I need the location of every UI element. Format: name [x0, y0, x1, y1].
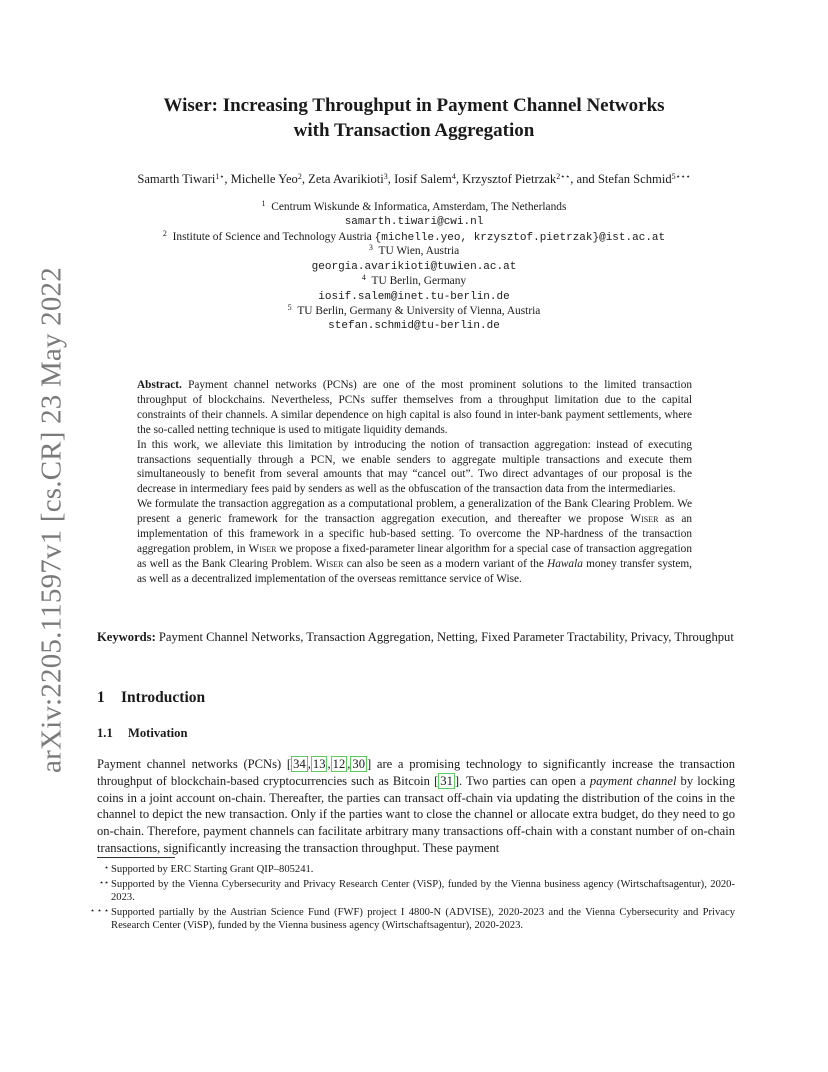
author-sup: 2⋆⋆	[556, 172, 571, 181]
keywords-text: Payment Channel Networks, Transaction Aggregation, Netting, Fixed Parameter Tractability, Privacy, Throughput	[158, 630, 734, 644]
keywords-label: Keywords:	[97, 630, 156, 644]
author-sup: 1⋆	[215, 172, 225, 181]
citation-link[interactable]: 12	[332, 757, 346, 771]
abstract-text: Payment channel networks (PCNs) are one of the most prominent solutions to the limited transaction throughput of blockchains. Nevertheless, PCNs suffer themselves from a throughput limitation due to the capital constraints of their channels. A similar dependence on high capital is also found in inter-bank payment settlements, where the so-called netting technique is used to mitigate liquidity demands.	[137, 379, 692, 436]
affiliation-number: 2	[162, 229, 167, 238]
author-sup: 4	[451, 172, 456, 181]
subsection-number: 1.1	[97, 726, 113, 740]
title-line-1: Wiser: Increasing Throughput in Payment Channel Networks	[163, 95, 665, 116]
abstract	[137, 378, 692, 587]
citation-link[interactable]: 13	[312, 757, 326, 771]
abstract-text: We formulate the transaction aggregation as a computational problem, a generalization of the Bank Clearing Problem. We present a generic framework for the transaction aggregation execution, and thereafter we propose	[137, 498, 692, 526]
author-sup: 5⋆⋆⋆	[671, 172, 691, 181]
affiliation-5	[60, 304, 768, 318]
affiliation-number: 5	[287, 303, 292, 312]
footnote-mark: ⋆⋆	[98, 877, 109, 887]
abstract-paragraph-2: In this work, we alleviate this limitation by introducing the notion of transaction aggregation: instead of executing transactions sequentially through a PCN, we enable senders to aggregate multiple transactions and execute them simultaneously to benefit from several amounts that may “cancel out”. Two direct advantages of our proposal is the decrease in intermediary fees paid by senders as well as the obfuscation of the transaction data from the intermediaries.	[137, 438, 692, 496]
footnote	[97, 863, 735, 877]
subsection-title: Motivation	[128, 726, 188, 740]
affiliation-4	[60, 274, 768, 288]
affiliation-2	[60, 230, 768, 245]
abstract-label: Abstract.	[137, 379, 182, 391]
affiliation-text: Centrum Wiskunde & Informatica, Amsterdam, The Netherlands	[271, 201, 567, 213]
affiliation-1	[60, 200, 768, 214]
body-text-run: ] are a promising technology to significantly increase the transaction throughput of blockchain-based cryptocurrencies such as Bitcoin [	[97, 757, 735, 788]
author-name: , Krzysztof Pietrzak	[455, 172, 557, 186]
footnote-text: Supported partially by the Austrian Science Fund (FWF) project I 4800-N (ADVISE), 2020-2023 and the Vienna Cybersecurity and Privacy Research Center (ViSP), funded by the Vienna business agency (Wirtschaftsagentur), 2020-2023.	[111, 906, 735, 931]
affiliation-text: Institute of Science and Technology Austria	[172, 231, 372, 243]
affiliation-2-email[interactable]: {michelle.yeo, krzysztof.pietrzak}@ist.ac.at	[374, 232, 666, 244]
footnote	[97, 878, 735, 905]
affiliation-text: TU Berlin, Germany & University of Vienna, Austria	[297, 305, 541, 317]
affiliation-3	[60, 244, 768, 258]
affiliation-4-email[interactable]: iosif.salem@inet.tu-berlin.de	[318, 291, 510, 303]
abstract-text: we propose a fixed-parameter linear algorithm for a special case of transaction aggregation as well as the Bank Clearing Problem.	[137, 542, 692, 570]
abstract-paragraph-3	[137, 497, 692, 586]
citation-link[interactable]: 30	[352, 757, 365, 771]
emphasis-term: payment channel	[589, 773, 677, 788]
affiliation-text: TU Wien, Austria	[378, 245, 460, 257]
wiser-name: Wiser	[630, 513, 659, 526]
abstract-text: money transfer system, as well as a decentralized implementation of the overseas remittance service of Wise.	[137, 557, 692, 585]
author-name: , Iosif Salem	[387, 172, 452, 186]
author-sup: 2	[297, 172, 302, 181]
footnote	[89, 905, 735, 933]
section-number: 1	[97, 689, 105, 706]
body-text-run: Payment channel networks (PCNs) [	[97, 757, 292, 771]
abstract-paragraph-1	[137, 378, 692, 438]
affiliation-number: 3	[368, 243, 373, 252]
body-text-run: by locking coins in a joint account on-chain. Thereafter, the parties can transact off-chain via updating the distribution of the coins in the channel to depict the new transaction. Only if the parties want to close the channel or allocate extra budget, do they need to go on-chain. Therefore, payment channels can facilitate arbitrary many transactions off-chain with a constant number of on-chain transactions, significantly increasing the transaction throughput. These payment	[97, 773, 735, 855]
footnote-mark: ⋆	[103, 863, 109, 872]
hawala-term: Hawala	[547, 557, 583, 570]
footnote-text: Supported by ERC Starting Grant QIP–805241.	[111, 864, 314, 875]
author-name: , Zeta Avarikioti	[301, 172, 384, 186]
paper-title	[100, 93, 728, 143]
author-list	[60, 171, 768, 187]
footnotes	[89, 863, 735, 934]
body-text	[97, 756, 735, 857]
author-name: Samarth Tiwari	[137, 172, 216, 186]
affiliation-5-email[interactable]: stefan.schmid@tu-berlin.de	[328, 320, 500, 332]
affiliation-number: 4	[361, 273, 366, 282]
title-line-2: with Transaction Aggregation	[293, 120, 535, 141]
affiliation-1-email[interactable]: samarth.tiwari@cwi.nl	[344, 216, 484, 228]
affiliation-text: TU Berlin, Germany	[371, 275, 467, 287]
footnote-text: Supported by the Vienna Cybersecurity and Privacy Research Center (ViSP), funded by the Vienna business agency (Wirtschaftsagentur), 2020-2023.	[111, 878, 735, 903]
wiser-name: Wiser	[248, 542, 277, 555]
subsection-heading	[97, 726, 187, 741]
author-name: , and Stefan Schmid	[570, 172, 672, 186]
author-name: , Michelle Yeo	[224, 172, 298, 186]
citation-link[interactable]: 31	[440, 773, 453, 788]
footnote-divider	[97, 857, 175, 858]
body-text-run: ]. Two parties can open a	[454, 773, 590, 788]
footnote-mark: ⋆ ⋆ ⋆	[89, 905, 109, 915]
affiliation-number: 1	[261, 199, 266, 208]
section-title: Introduction	[121, 689, 206, 706]
author-sup: 3	[383, 172, 388, 181]
section-heading	[97, 689, 205, 707]
keywords	[97, 629, 735, 646]
arxiv-identifier-stamp[interactable]: arXiv:2205.11597v1 [cs.CR] 23 May 2022	[35, 267, 68, 773]
body-paragraph: Payment channel networks (PCNs) [ 34 , 13 , 12 , 30 ] are a promising technology to significantly increase the transaction throughput of blockchain-based cryptocurrencies such as Bitcoin [ 31 ]. Two parties can open a payment channel by locking coins in a joint account on-chain. Thereafter, the parties can transact off-chain via updating the distribution of the coins in the channel to depict the new transaction. Only if the parties want to close the channel or allocate extra budget, do they need to go on-chain. Therefore, payment channels can facilitate arbitrary many transactions off-chain with a constant number of on-chain transactions, significantly increasing the transaction throughput. These payment	[97, 757, 735, 855]
affiliation-3-email[interactable]: georgia.avarikioti@tuwien.ac.at	[311, 261, 517, 273]
abstract-text: can also be seen as a modern variant of the	[343, 557, 548, 570]
citation-link[interactable]: 34	[293, 757, 306, 771]
wiser-name: Wiser	[315, 557, 344, 570]
abstract-text: as an implementation of this framework in a specific hub-based setting. To overcome the NP-hardness of the transaction aggregation problem, in	[137, 513, 692, 555]
